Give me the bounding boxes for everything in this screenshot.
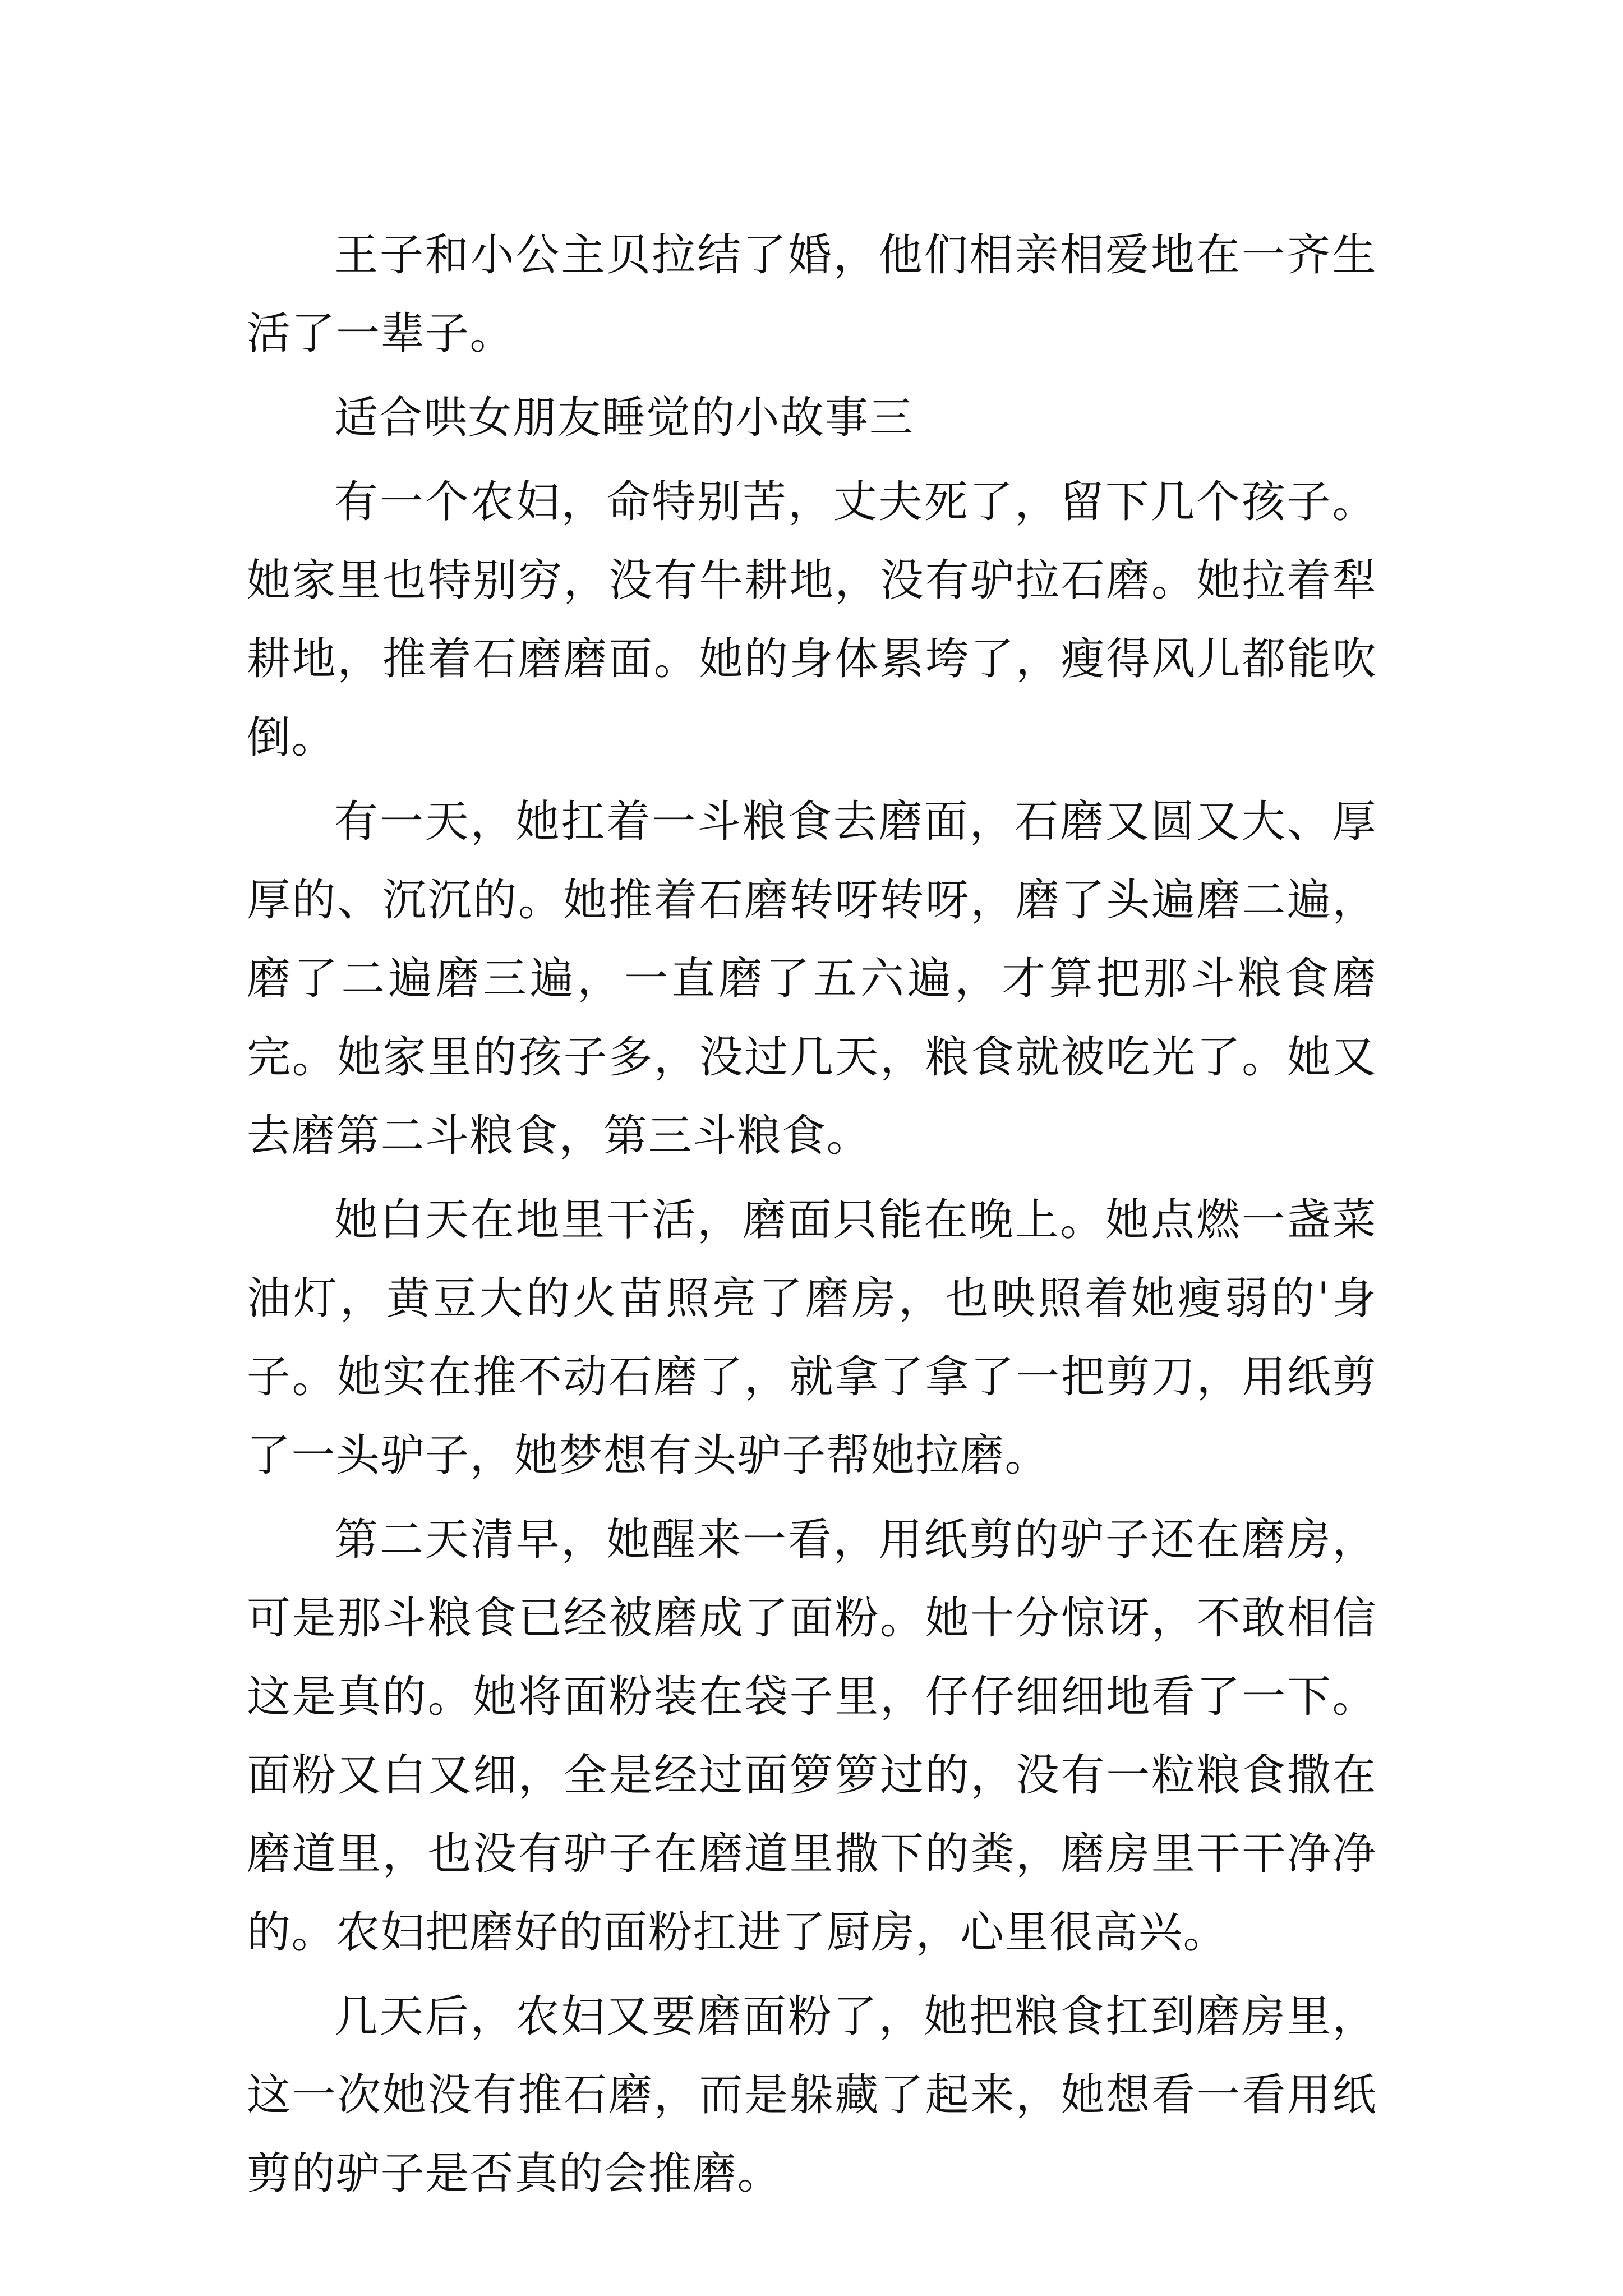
paragraph-4: 她白天在地里干活，磨面只能在晚上。她点燃一盏菜油灯，黄豆大的火苗照亮了磨房，也映照着她瘦弱的'身子。她实在推不动石磨了，就拿了拿了一把剪刀，用纸剪了一头驴子，她梦想有头驴子帮她拉磨。 xyxy=(247,1195,1377,1481)
section-heading: 适合哄女朋友睡觉的小故事三 xyxy=(334,393,914,443)
paragraph-6: 几天后，农妇又要磨面粉了，她把粮食扛到磨房里，这一次她没有推石磨，而是躲藏了起来，她想看一看用纸剪的驴子是否真的会推磨。 xyxy=(247,1991,1377,2199)
paragraph-2: 有一个农妇，命特别苦，丈夫死了，留下几个孩子。她家里也特别穷，没有牛耕地，没有驴拉石磨。她拉着犁耕地，推着石磨磨面。她的身体累垮了，瘦得风儿都能吹倒。 xyxy=(247,477,1377,763)
paragraph-1: 王子和小公主贝拉结了婚，他们相亲相爱地在一齐生活了一辈子。 xyxy=(247,230,1377,359)
body-text xyxy=(247,216,1377,2219)
paragraph-5: 第二天清早，她醒来一看，用纸剪的驴子还在磨房，可是那斗粮食已经被磨成了面粉。她十分惊讶，不敢相信这是真的。她将面粉装在袋子里，仔仔细细地看了一下。面粉又白又细，全是经过面箩箩过的，没有一粒粮食撒在磨道里，也没有驴子在磨道里撒下的粪，磨房里干干净净的。农妇把磨好的面粉扛进了厨房，心里很高兴。 xyxy=(247,1515,1377,1958)
paragraph-3: 有一天，她扛着一斗粮食去磨面，石磨又圆又大、厚厚的、沉沉的。她推着石磨转呀转呀，磨了头遍磨二遍，磨了二遍磨三遍，一直磨了五六遍，才算把那斗粮食磨完。她家里的孩子多，没过几天，粮食就被吃光了。她又去磨第二斗粮食，第三斗粮食。 xyxy=(247,797,1377,1161)
